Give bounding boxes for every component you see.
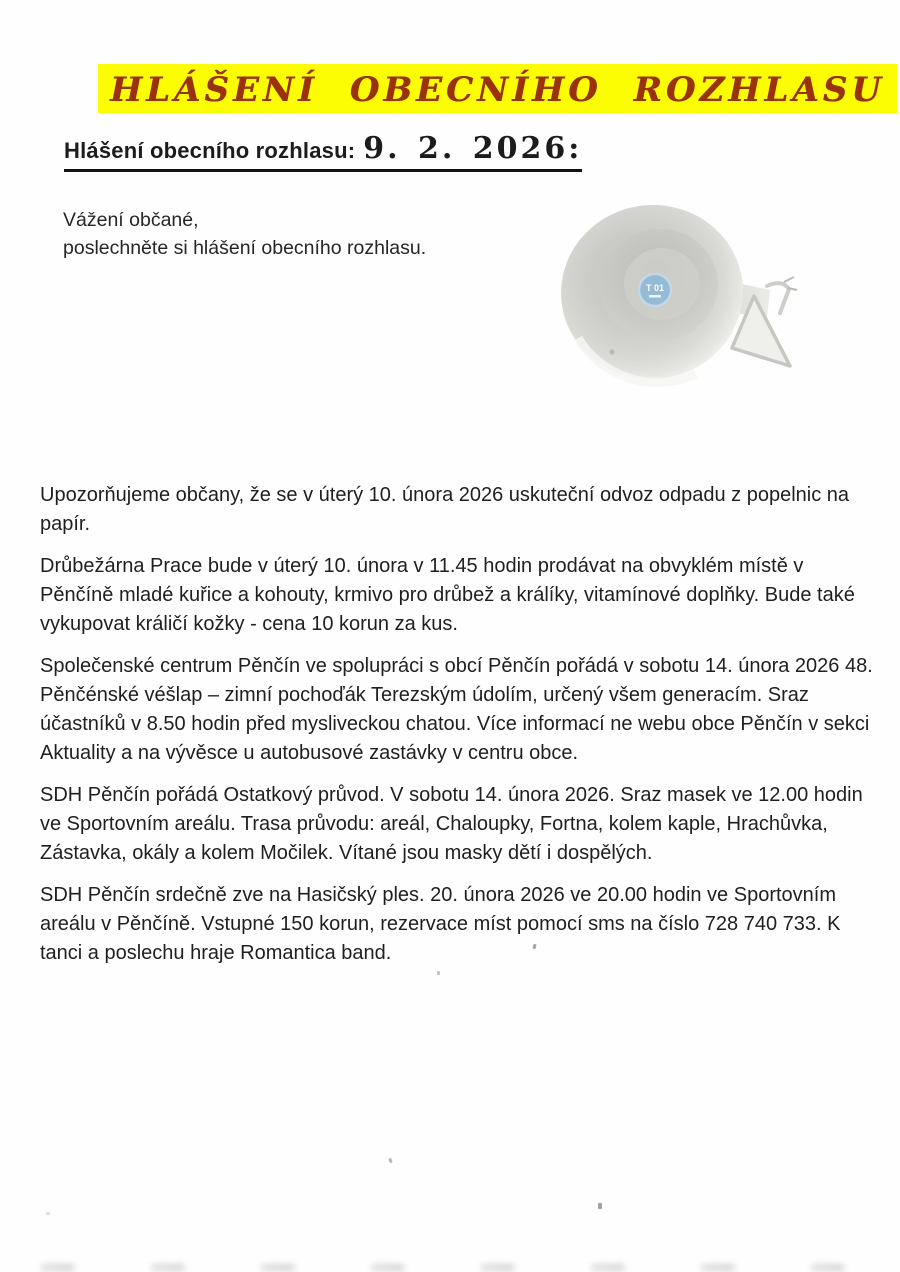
scan-speck — [437, 971, 440, 975]
megaphone-photo — [556, 200, 808, 392]
greeting-block — [63, 206, 426, 262]
scan-speck — [598, 1203, 602, 1209]
scan-speck — [46, 1212, 50, 1215]
announcement-paragraphs — [40, 481, 882, 981]
paragraph-poultry-farm: Drůbežárna Prace bude v úterý 10. února v 11.45 hodin prodávat na obvyklém místě v Pěnčíně mladé kuřice a kohouty, krmivo pro drůbež a králíky, vitamínové doplňky. Bude také vykupovat králičí kožky - cena 10 korun za kus. — [40, 555, 855, 635]
paragraph-firefighters-ball: SDH Pěnčín srdečně zve na Hasičský ples. 20. února 2026 ve 20.00 hodin ve Sportovním areálu v Pěnčíně. Vstupné 150 korun, rezervace míst pomocí sms na číslo 728 740 733. K tanci a poslechu hraje Romantica band. — [40, 884, 841, 964]
page-title: HLÁŠENÍ OBECNÍHO ROZHLASU — [110, 69, 885, 110]
paragraph-winter-hike: Společenské centrum Pěnčín ve spolupráci s obcí Pěnčín pořádá v sobotu 14. února 2026 48. Pěnčénské véšlap – zimní pochoďák Terezským údolím, určený všem generacím. Sraz účastníků v 8.50 hodin před mysliveckou chatou. Více informací ne webu obce Pěnčín v sekci Aktuality a na vývěsce u autobusové zastávky v centru obce. — [40, 655, 873, 764]
badge-label: T 01 — [645, 283, 665, 293]
paragraph-carnival-parade: SDH Pěnčín pořádá Ostatkový průvod. V sobotu 14. února 2026. Sraz masek ve 12.00 hodin ve Sportovním areálu. Trasa průvodu: areál, Chaloupky, Fortna, kolem kaple, Hrachůvka, Zástavka, okály a kolem Močilek. Vítané jsou masky dětí i dospělých. — [40, 784, 863, 864]
greeting-line-2: poslechněte si hlášení obecního rozhlasu. — [63, 237, 427, 259]
heading-date: 9. 2. 2026: — [363, 131, 583, 166]
title-banner — [98, 64, 897, 113]
announcement-heading — [64, 131, 582, 172]
scan-edge-artifact — [0, 1263, 900, 1272]
paragraph-waste-collection: Upozorňujeme občany, že se v úterý 10. února 2026 uskuteční odvoz odpadu z popelnic na papír. — [40, 484, 850, 535]
megaphone-icon — [556, 200, 808, 392]
greeting-line-1: Vážení občané, — [63, 209, 199, 231]
heading-label: Hlášení obecního rozhlasu: — [64, 138, 356, 163]
scan-speck — [388, 1158, 393, 1164]
